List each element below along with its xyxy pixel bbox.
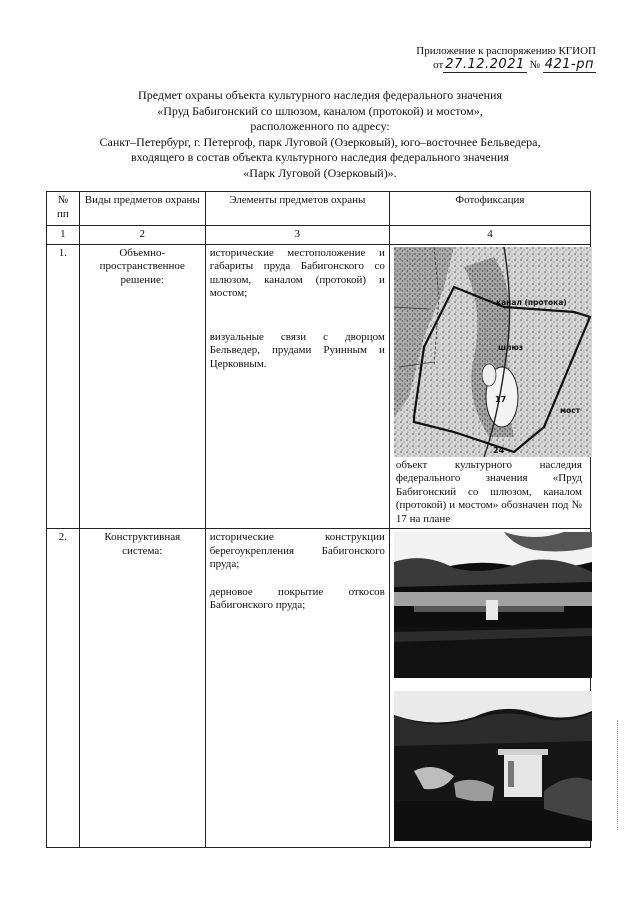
row-kind: Конструктивная система:: [79, 529, 205, 848]
pond-shore-photo: [394, 532, 592, 678]
row-elements: исторические местоположение и габариты пруда Бабигонского со шлюзом, каналом (протокой) и мостом; визуальные связи с дворцом Бельведер, прудами Руинным и Церковным.: [205, 244, 389, 529]
order-date: 27.12.2021: [445, 57, 525, 72]
row-kind: Объемно-пространственное решение:: [79, 244, 205, 529]
row-photo: [389, 244, 590, 529]
map-label-17: 17: [494, 394, 507, 404]
map-image: [394, 247, 592, 457]
row-number: 2.: [47, 529, 80, 848]
header-kind: Виды предметов охраны: [79, 192, 205, 226]
document-title: Предмет охраны объекта культурного наследия федерального значения «Пруд Бабигонский со шлюзом, каналом (протокой) и мостом», расположенного по адресу: Санкт–Петербург, г. Петергоф, парк Луговой (Озерковый), юго–восточнее Бельведера, входящего в состав объекта культурного наследия федерального значения «Парк Луговой (Озерковый)».: [99, 88, 541, 180]
table-header-row: [47, 192, 591, 226]
map-caption: объект культурного наследия федерального значения «Пруд Бабигонский со шлюзом, каналом (протокой) и мостом» обозначен под № 17 на плане: [395, 458, 582, 525]
row-elements: исторические конструкции берегоукрепления Бабигонского пруда; дерновое покрытие откосов Бабигонского пруда;: [205, 529, 389, 848]
map-label-bridge: мост: [559, 405, 580, 415]
map-label-canal: канал (протока): [495, 297, 567, 307]
lock-structure-photo: [394, 691, 592, 841]
row-photo: [389, 529, 590, 848]
appendix-header: [396, 44, 596, 72]
protection-table: [46, 191, 591, 848]
map-label-24: 24: [492, 445, 505, 455]
header-photo: Фотофиксация: [389, 192, 590, 226]
site-plan-map: [394, 247, 592, 457]
header-elements: Элементы предметов охраны: [205, 192, 389, 226]
order-date-number: от 27.12.2021 № 421-рп: [433, 57, 594, 72]
appendix-line: Приложение к распоряжению КГИОП: [416, 45, 596, 57]
header-num: № пп: [47, 192, 80, 226]
table-row: [47, 529, 591, 848]
column-number-row: 1 2 3 4: [47, 226, 591, 245]
margin-mark: [617, 720, 619, 830]
order-number: 421-рп: [544, 57, 594, 72]
row-number: 1.: [47, 244, 80, 529]
table-row: [47, 244, 591, 529]
map-label-lock: шлюз: [497, 342, 523, 352]
